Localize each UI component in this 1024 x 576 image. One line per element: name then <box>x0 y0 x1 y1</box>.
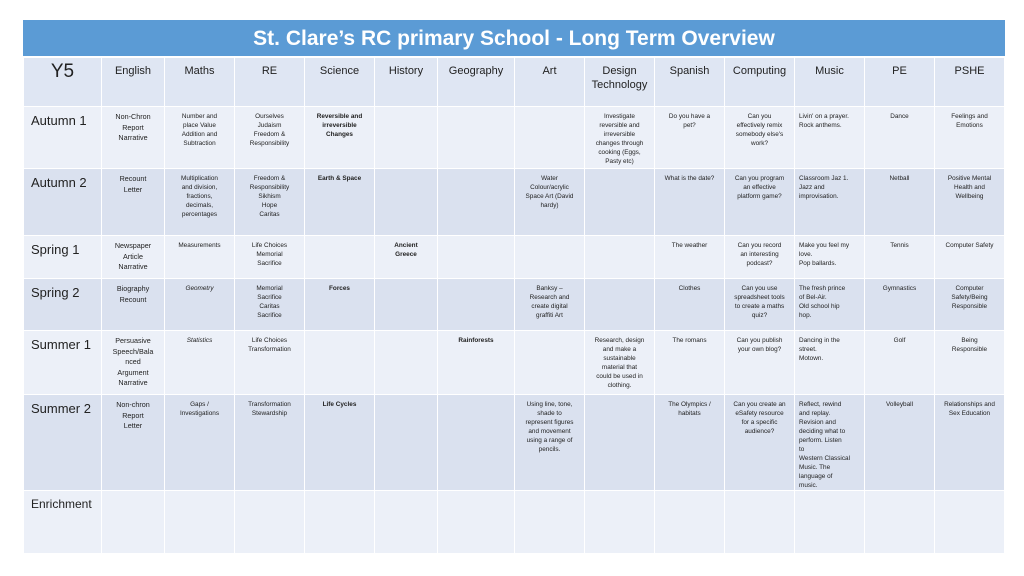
re-cell: Transformation Stewardship <box>235 395 305 491</box>
subject-header: PSHE <box>935 58 1005 107</box>
maths-cell: Statistics <box>165 331 235 395</box>
subject-header: Music <box>795 58 865 107</box>
computing-cell: Can you create an eSafety resource for a specific audience? <box>725 395 795 491</box>
science-cell: Forces <box>305 279 375 331</box>
spanish-cell: The weather <box>655 236 725 279</box>
geography-cell <box>438 236 515 279</box>
subject-header: Maths <box>165 58 235 107</box>
art-cell: Banksy – Research and create digital graffiti Art <box>515 279 585 331</box>
maths-cell: Gaps / Investigations <box>165 395 235 491</box>
english-cell: Persuasive Speech/Bala nced Argument Narrative <box>102 331 165 395</box>
maths-cell: Geometry <box>165 279 235 331</box>
art-cell: Water Colour/acrylic Space Art (David hardy) <box>515 169 585 236</box>
pshe-cell: Computer Safety/Being Responsible <box>935 279 1005 331</box>
term-label: Spring 1 <box>24 236 102 279</box>
history-cell: Ancient Greece <box>375 236 438 279</box>
subject-header: Spanish <box>655 58 725 107</box>
term-label: Autumn 2 <box>24 169 102 236</box>
subject-header: RE <box>235 58 305 107</box>
art-cell <box>515 236 585 279</box>
maths-cell: Number and place Value Addition and Subtraction <box>165 107 235 169</box>
overview-table <box>23 57 1005 554</box>
history-cell <box>375 491 438 554</box>
history-cell <box>375 331 438 395</box>
term-row <box>24 236 1005 279</box>
science-cell: Reversible and irreversible Changes <box>305 107 375 169</box>
term-row <box>24 395 1005 491</box>
history-cell <box>375 107 438 169</box>
music-cell <box>795 491 865 554</box>
dt-cell <box>585 169 655 236</box>
dt-cell: Investigate reversible and irreversible changes through cooking (Eggs, Pasty etc) <box>585 107 655 169</box>
spanish-cell: Clothes <box>655 279 725 331</box>
pshe-cell: Relationships and Sex Education <box>935 395 1005 491</box>
english-cell: Biography Recount <box>102 279 165 331</box>
computing-cell: Can you effectively remix somebody else's work? <box>725 107 795 169</box>
science-cell: Earth & Space <box>305 169 375 236</box>
term-row <box>24 279 1005 331</box>
art-cell <box>515 491 585 554</box>
science-cell <box>305 331 375 395</box>
re-cell: Memorial Sacrifice Caritas Sacrifice <box>235 279 305 331</box>
science-cell <box>305 236 375 279</box>
term-label: Spring 2 <box>24 279 102 331</box>
pe-cell: Tennis <box>865 236 935 279</box>
year-label: Y5 <box>24 58 102 107</box>
subject-header: PE <box>865 58 935 107</box>
music-cell: The fresh prince of Bel-Air. Old school hip hop. <box>795 279 865 331</box>
term-label: Summer 2 <box>24 395 102 491</box>
re-cell: Ourselves Judaism Freedom & Responsibility <box>235 107 305 169</box>
geography-cell <box>438 169 515 236</box>
art-cell <box>515 107 585 169</box>
history-cell <box>375 395 438 491</box>
dt-cell <box>585 491 655 554</box>
pshe-cell: Feelings and Emotions <box>935 107 1005 169</box>
geography-cell <box>438 279 515 331</box>
page-title: St. Clare’s RC primary School - Long Term Overview <box>23 20 1005 57</box>
spanish-cell <box>655 491 725 554</box>
term-label: Summer 1 <box>24 331 102 395</box>
history-cell <box>375 169 438 236</box>
spanish-cell: What is the date? <box>655 169 725 236</box>
spanish-cell: The romans <box>655 331 725 395</box>
spanish-cell: The Olympics / habitats <box>655 395 725 491</box>
pshe-cell: Computer Safety <box>935 236 1005 279</box>
pe-cell <box>865 491 935 554</box>
english-cell <box>102 491 165 554</box>
term-row <box>24 491 1005 554</box>
science-cell: Life Cycles <box>305 395 375 491</box>
pe-cell: Gymnastics <box>865 279 935 331</box>
computing-cell: Can you use spreadsheet tools to create a maths quiz? <box>725 279 795 331</box>
pshe-cell: Positive Mental Health and Wellbeing <box>935 169 1005 236</box>
re-cell: Freedom & Responsibility Sikhism Hope Caritas <box>235 169 305 236</box>
dt-cell <box>585 279 655 331</box>
computing-cell: Can you publish your own blog? <box>725 331 795 395</box>
term-label: Autumn 1 <box>24 107 102 169</box>
music-cell: Classroom Jaz 1. Jazz and improvisation. <box>795 169 865 236</box>
art-cell: Using line, tone, shade to represent figures and movement using a range of pencils. <box>515 395 585 491</box>
computing-cell <box>725 491 795 554</box>
overview-sheet <box>23 20 1005 554</box>
subject-header: Geography <box>438 58 515 107</box>
science-cell <box>305 491 375 554</box>
re-cell <box>235 491 305 554</box>
pe-cell: Netball <box>865 169 935 236</box>
dt-cell <box>585 236 655 279</box>
subject-header: English <box>102 58 165 107</box>
subject-header: Design Technology <box>585 58 655 107</box>
subject-header: History <box>375 58 438 107</box>
re-cell: Life Choices Memorial Sacrifice <box>235 236 305 279</box>
pshe-cell <box>935 491 1005 554</box>
re-cell: Life Choices Transformation <box>235 331 305 395</box>
music-cell: Reflect, rewind and replay. Revision and deciding what to perform. Listen to Western Classical Music. The language of music. <box>795 395 865 491</box>
english-cell: Newspaper Article Narrative <box>102 236 165 279</box>
pe-cell: Volleyball <box>865 395 935 491</box>
music-cell: Livin' on a prayer. Rock anthems. <box>795 107 865 169</box>
geography-cell <box>438 491 515 554</box>
term-row <box>24 169 1005 236</box>
term-row <box>24 107 1005 169</box>
geography-cell <box>438 395 515 491</box>
subject-header-row <box>24 58 1005 107</box>
dt-cell <box>585 395 655 491</box>
maths-cell: Measurements <box>165 236 235 279</box>
pe-cell: Golf <box>865 331 935 395</box>
geography-cell <box>438 107 515 169</box>
dt-cell: Research, design and make a sustainable material that could be used in clothing. <box>585 331 655 395</box>
computing-cell: Can you record an interesting podcast? <box>725 236 795 279</box>
pe-cell: Dance <box>865 107 935 169</box>
maths-cell: Multiplication and division, fractions, decimals, percentages <box>165 169 235 236</box>
history-cell <box>375 279 438 331</box>
english-cell: Non-Chron Report Narrative <box>102 107 165 169</box>
computing-cell: Can you program an effective platform game? <box>725 169 795 236</box>
english-cell: Recount Letter <box>102 169 165 236</box>
maths-cell <box>165 491 235 554</box>
term-label: Enrichment <box>24 491 102 554</box>
pshe-cell: Being Responsible <box>935 331 1005 395</box>
english-cell: Non-chron Report Letter <box>102 395 165 491</box>
term-row <box>24 331 1005 395</box>
geography-cell: Rainforests <box>438 331 515 395</box>
art-cell <box>515 331 585 395</box>
subject-header: Science <box>305 58 375 107</box>
music-cell: Make you feel my love. Pop ballards. <box>795 236 865 279</box>
subject-header: Art <box>515 58 585 107</box>
spanish-cell: Do you have a pet? <box>655 107 725 169</box>
subject-header: Computing <box>725 58 795 107</box>
music-cell: Dancing in the street. Motown. <box>795 331 865 395</box>
